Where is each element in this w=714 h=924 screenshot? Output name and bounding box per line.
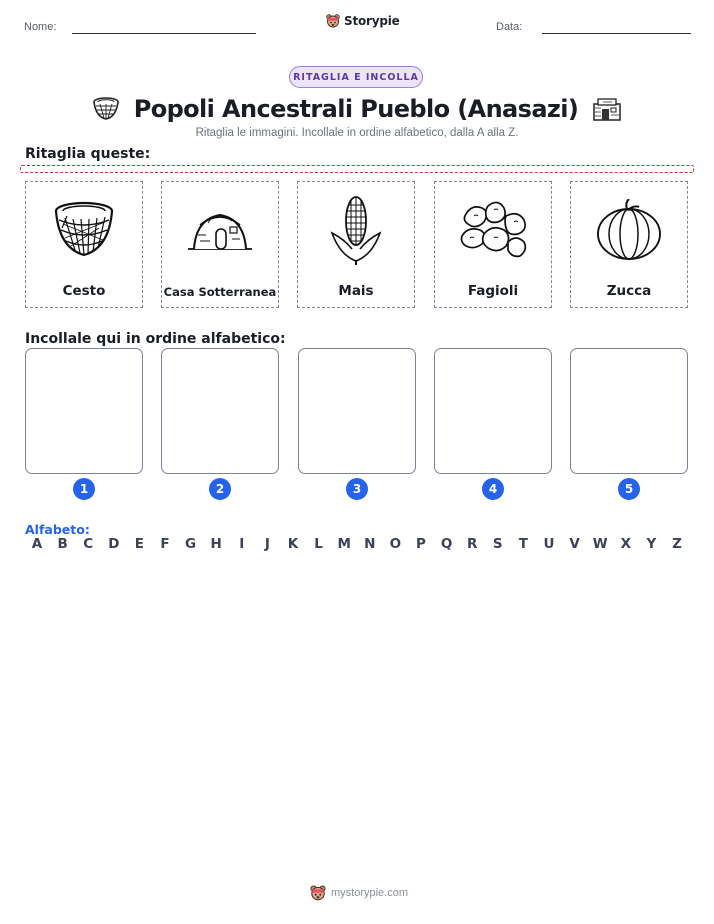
alphabet-letter: Y (646, 536, 657, 552)
alphabet-heading: Alfabeto: (25, 522, 90, 537)
paste-slot-3[interactable] (298, 348, 416, 474)
beans-icon (458, 200, 528, 260)
alphabet-letter: T (518, 536, 528, 552)
slot-number-badge: 5 (618, 478, 640, 500)
alphabet-letter: U (543, 536, 555, 552)
date-label: Data: (496, 21, 523, 33)
bear-logo-icon (325, 13, 341, 29)
brand-logo (325, 13, 400, 29)
alphabet-letter: F (160, 536, 170, 552)
instructions: Ritaglia le immagini. Incollale in ordine alfabetico, dalla A alla Z. (195, 127, 519, 139)
brand-name: Storypie (344, 14, 400, 28)
cut-card-basket[interactable] (25, 181, 143, 308)
cut-card-beans[interactable] (434, 181, 552, 308)
alphabet-letter: Z (672, 536, 682, 552)
alphabet-letter: J (264, 536, 270, 552)
name-label: Nome: (24, 21, 57, 33)
cut-card-corn[interactable] (297, 181, 415, 308)
cut-card-label: Casa Sotterranea (163, 285, 277, 299)
activity-badge: RITAGLIA E INCOLLA (289, 66, 423, 88)
page-title (0, 92, 714, 126)
bear-logo-icon (309, 884, 327, 902)
alphabet-letter: W (592, 536, 608, 552)
cut-heading: Ritaglia queste: (25, 146, 151, 162)
alphabet-row (25, 536, 695, 554)
paste-slot-4[interactable] (434, 348, 552, 474)
paste-slot-2[interactable] (161, 348, 279, 474)
alphabet-letter: P (416, 536, 426, 552)
paste-slot-5[interactable] (570, 348, 688, 474)
paste-slot-1[interactable] (25, 348, 143, 474)
pueblo-house-icon (592, 96, 622, 122)
basket-icon (53, 200, 115, 260)
alphabet-letter: H (210, 536, 222, 552)
alphabet-letter: I (239, 536, 245, 552)
footer (309, 884, 408, 902)
cut-card-pumpkin[interactable] (570, 181, 688, 308)
cut-card-label: Cesto (62, 283, 106, 299)
alphabet-letter: A (31, 536, 43, 552)
alphabet-letter: S (492, 536, 503, 552)
paste-heading: Incollale qui in ordine alfabetico: (25, 331, 286, 347)
alphabet-letter: O (389, 536, 402, 552)
alphabet-letter: G (185, 536, 197, 552)
slot-number-badge: 3 (346, 478, 368, 500)
date-field[interactable] (542, 33, 691, 34)
cut-card-label: Fagioli (467, 283, 519, 299)
footer-url[interactable]: mystorypie.com (331, 887, 409, 899)
alphabet-letter: R (466, 536, 478, 552)
slot-number-badge: 4 (482, 478, 504, 500)
alphabet-letter: M (337, 536, 351, 552)
slot-number-badge: 2 (209, 478, 231, 500)
alphabet-letter: X (620, 536, 631, 552)
alphabet-letter: K (287, 536, 299, 552)
name-field[interactable] (72, 33, 256, 34)
cut-card-label: Zucca (606, 283, 652, 299)
alphabet-letter: V (569, 536, 580, 552)
cut-card-label: Mais (338, 283, 374, 299)
pumpkin-icon (595, 199, 663, 261)
title-text: Popoli Ancestrali Pueblo (Anasazi) (133, 95, 579, 123)
alphabet-letter: C (83, 536, 94, 552)
alphabet-letter: Q (440, 536, 453, 552)
corn-icon (328, 195, 384, 265)
alphabet-letter: N (364, 536, 376, 552)
alphabet-letter: E (134, 536, 144, 552)
slot-number-badge: 1 (73, 478, 95, 500)
alphabet-letter: D (108, 536, 120, 552)
cut-card-pit-house[interactable] (161, 181, 279, 308)
basket-icon (92, 96, 120, 122)
alphabet-letter: L (314, 536, 323, 552)
pit-house-icon (186, 205, 254, 255)
alphabet-letter: B (57, 536, 68, 552)
cut-line (20, 165, 694, 173)
